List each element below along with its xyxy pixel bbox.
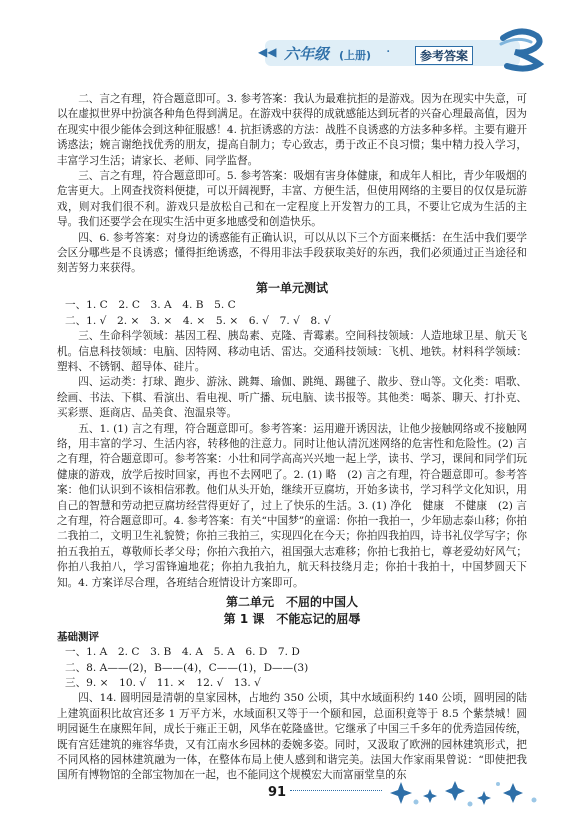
basic-test-label: 基础测评 <box>57 630 99 643</box>
answer-line: 一、1. A 2. C 3. B 4. A 5. A 6. D 7. D <box>65 646 300 659</box>
page-header <box>0 0 563 90</box>
answer-line: 三、9. × 10. √ 11. × 12. √ 13. √ <box>65 677 261 690</box>
answer-line: 一、1. C 2. C 3. A 4. B 5. C <box>65 299 236 312</box>
grade-label: 六年级 <box>284 45 330 63</box>
answer-paragraph: 四、运动类：打球、跑步、游泳、跳舞、瑜伽、跳绳、踢毽子、散步、登山等。文化类：唱歌、绘画、书法、下棋、看演出、看电视、听广播、玩电脑、读书报等。其他类：喝茶、聊天、打扑克、买彩票、逛商店、品美食、泡温泉等。 <box>57 376 527 420</box>
sparkle-decoration-icon <box>388 776 548 810</box>
answer-key-label: 参考答案 <box>415 46 473 65</box>
answer-paragraph: 五、1. (1) 言之有理，符合题意即可。参考答案：运用避开诱因法，让他少接触网络或不接触网络，用丰富的学习、生活内容，转移他的注意力。同时让他认清沉迷网络的危害性和危险性。(2) 言之有理，符合题意即可。参考答案：小壮和同学高高兴兴地一起上学，读书、学习，课间和同学们玩健康的游戏，放学后按时回家，再也不去网吧了。2. (1) 略 (2) 言之有理，符合题意即可。参考答案：他们认识到不该相信邪教。他们从头开始，继续开豆腐坊，开始多读书，学习科学文化知识，用自己的智慧和劳动把豆腐坊经营得更好了，过上了快乐的生活。3. (1) 净化 健康 不健康 (2) 言之有理，符合题意即可。4. 参考答案：有关“中国梦”的童谣：你拍一我拍一，少年励志泰山移；你拍二我拍二，文明卫生礼貌赞；你拍三我拍三，实现四化在今天；你拍四我拍四，诗书礼仪学写字；你拍五我拍五，尊敬师长孝父母；你拍六我拍六，祖国强大志难移；你拍七我拍七，尊老爱幼好风气；你拍八我拍八，学习雷锋遍地花；你拍九我拍九，航天科技绕月走；你拍十我拍十，中国梦圆天下知。4. 方案详尽合理，各班结合班情设计方案即可。 <box>57 422 527 589</box>
double-arrow-left-icon: ◀◀ <box>258 45 277 59</box>
answer-line: 二、1. √ 2. × 3. × 4. × 5. × 6. √ 7. √ 8. √ <box>65 314 331 327</box>
answer-content <box>57 92 527 784</box>
answer-line: 二、8. A——(2)，B——(4)，C——(1)，D——(3) <box>65 661 309 674</box>
unit1-test-title: 第一单元测试 <box>255 280 328 295</box>
answer-paragraph: 四、14. 圆明园是清朝的皇家园林，占地约 350 公顷，其中水域面积约 140 公顷，圆明园的陆上建筑面积比故宫还多 1 万平方米，水域面积又等于一个颐和园，总面积竟等于 8.5 个紫禁城！圆明园诞生在康熙年间，成长于雍正王朝，风华在乾隆盛世。它继承了中国三千多年的优秀造园传统，既有宫廷建筑的雍容华贵，又有江南水乡园林的委婉多姿。同时，又汲取了欧洲的园林建筑形式，把不同风格的园林建筑融为一体，在整体布局上使人感到和谐完美。法国大作家雨果曾说：“即使把我国所有博物馆的全部宝物加在一起，也不能同这个规模宏大而富丽堂皇的东 <box>57 692 527 782</box>
footer-dotted-line <box>290 790 382 791</box>
answer-paragraph: 二、言之有理，符合题意即可。3. 参考答案：我认为最难抗拒的是游戏。因为在现实中失意，可以在虚拟世界中扮演各种角色得到满足。在游戏中获得的成就感能达到玩者的兴奋心理最高值，因为在现实中很少能体会到这种征服感！4. 抗拒诱惑的方法：战胜不良诱惑的方法多种多样。主要有避开诱惑法；婉言谢绝找优秀的朋友，提高自制力；专心致志，勇于改正不良习惯；集中精力投入学习，丰富学习生活；请家长、老师、同学监督。 <box>57 93 527 167</box>
unit2-title: 第二单元 不屈的中国人 <box>225 595 358 609</box>
answer-paragraph: 三、言之有理，符合题意即可。5. 参考答案：吸烟有害身体健康，和成年人相比，青少年吸烟的危害更大。上网查找资料便捷，可以开阔视野，丰富、方便生活，但使用网络的主要目的仅仅是玩游戏，则对我们很不利。游戏只是放松自己和在一定程度上开发智力的工具，不要让它成为生活的主导。我们还要学会在现实生活中更多地感受和创造快乐。 <box>57 170 527 229</box>
volume-label: (上册) <box>339 49 372 62</box>
lesson1-title: 第 1 课 不能忘记的屈辱 <box>223 612 361 627</box>
answer-paragraph: 四、6. 参考答案：对身边的诱惑能有正确认识，可以从以下三个方面来概括：在生活中我们要学会区分哪些是不良诱惑；懂得拒绝诱惑，不得用非法手段获取美好的东西，我们必须通过正当途径和刻苦努力来获得。 <box>57 231 527 275</box>
separator-dot: · <box>386 44 391 60</box>
answer-paragraph: 三、生命科学领域：基因工程、胰岛素、克隆、青霉素。空间科技领域：人造地球卫星、航天飞机。信息科技领域：电脑、因特网、移动电话、雷达。交通科技领域：飞机、地铁。材料科学领域：塑料、不锈钢、超导体、硅片。 <box>57 330 527 373</box>
swoosh-logo-icon <box>497 28 545 72</box>
page-number: 91 <box>268 785 287 800</box>
